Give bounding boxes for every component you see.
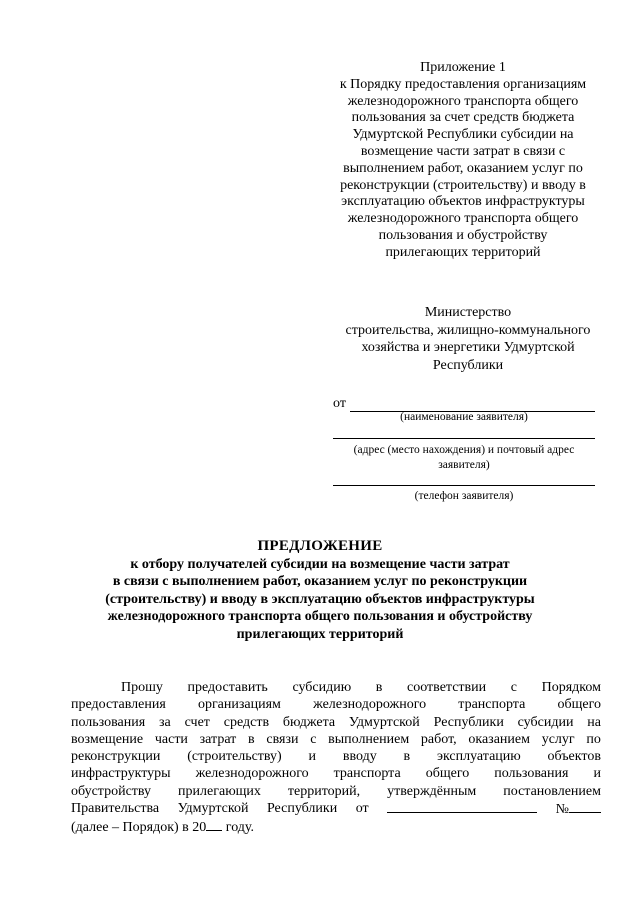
- appendix-line: эксплуатацию объектов инфраструктуры: [341, 194, 585, 210]
- title-line: (строительству) и вводу в эксплуатацию объектов инфраструктуры: [105, 591, 535, 607]
- number-sign: №: [555, 802, 569, 818]
- addressee-line: Республики: [432, 357, 504, 373]
- appendix-line: выполнением работ, оказанием услуг по: [343, 160, 583, 176]
- appendix-note: [318, 60, 608, 262]
- title-line: прилегающих территорий: [236, 626, 404, 642]
- paragraph-line: возмещение части затрат в связи с выполнением работ, оказанием услуг по: [71, 731, 601, 747]
- appendix-line: к Порядку предоставления организациям: [339, 76, 587, 92]
- paragraph-line: Прошу предоставить субсидию в соответствии с Порядком: [121, 680, 601, 695]
- addressee-block: [328, 304, 608, 374]
- year-blank[interactable]: [206, 818, 222, 831]
- applicant-address-caption: (адрес (место нахождения) и почтовый адрес: [353, 444, 575, 456]
- title-line: в связи с выполнением работ, оказанием услуг по реконструкции: [112, 574, 528, 589]
- document-title: [0, 538, 640, 643]
- appendix-line: железнодорожного транспорта общего: [347, 93, 579, 109]
- appendix-line: реконструкции (строительству) и вводу в: [340, 177, 586, 193]
- paragraph-line: инфраструктуры железнодорожного транспорта общего пользования и: [71, 766, 601, 782]
- title-line: к отбору получателей субсидии на возмещение части затрат: [130, 556, 510, 572]
- applicant-phone-caption: (телефон заявителя): [414, 490, 514, 502]
- title-heading: ПРЕДЛОЖЕНИЕ: [257, 538, 383, 554]
- paragraph-line: Правительства Удмуртской Республики от №: [71, 800, 601, 818]
- addressee-line: Министерство: [424, 305, 512, 320]
- applicant-name-caption: (наименование заявителя): [400, 411, 528, 423]
- applicant-address-caption-cont: заявителя): [438, 459, 490, 471]
- appendix-line: пользования за счет средств бюджета: [351, 110, 575, 126]
- applicant-address-line[interactable]: [333, 438, 595, 439]
- paragraph-line: пользования за счет средств бюджета Удмуртской Республики субсидии на: [71, 714, 601, 730]
- request-paragraph: [71, 679, 601, 837]
- appendix-line: железнодорожного транспорта общего: [347, 211, 579, 227]
- appendix-line: Удмуртской Республики субсидии на: [352, 127, 574, 143]
- decree-date-blank[interactable]: [387, 800, 537, 813]
- paragraph-line: (далее – Порядок) в 20 году.: [71, 820, 255, 836]
- appendix-line: Приложение 1: [420, 60, 506, 75]
- appendix-line: возмещение части затрат в связи с: [360, 143, 566, 159]
- paragraph-line: реконструкции (строительству) и вводу в эксплуатацию объектов: [71, 749, 601, 765]
- decree-number-blank[interactable]: [569, 800, 601, 813]
- paragraph-line: предоставления организациям железнодорожного транспорта общего: [71, 697, 601, 713]
- addressee-line: хозяйства и энергетики Удмуртской: [361, 340, 575, 355]
- addressee-line: строительства, жилищно-коммунального: [345, 322, 591, 338]
- appendix-line: прилегающих территорий: [385, 244, 541, 260]
- from-label: от: [333, 396, 346, 411]
- appendix-line: пользования и обустройству: [378, 227, 548, 243]
- title-line: железнодорожного транспорта общего пользования и обустройству: [107, 609, 533, 624]
- applicant-phone-line[interactable]: [333, 485, 595, 486]
- paragraph-line: обустройству прилегающих территорий, утверждённым постановлением: [71, 783, 601, 799]
